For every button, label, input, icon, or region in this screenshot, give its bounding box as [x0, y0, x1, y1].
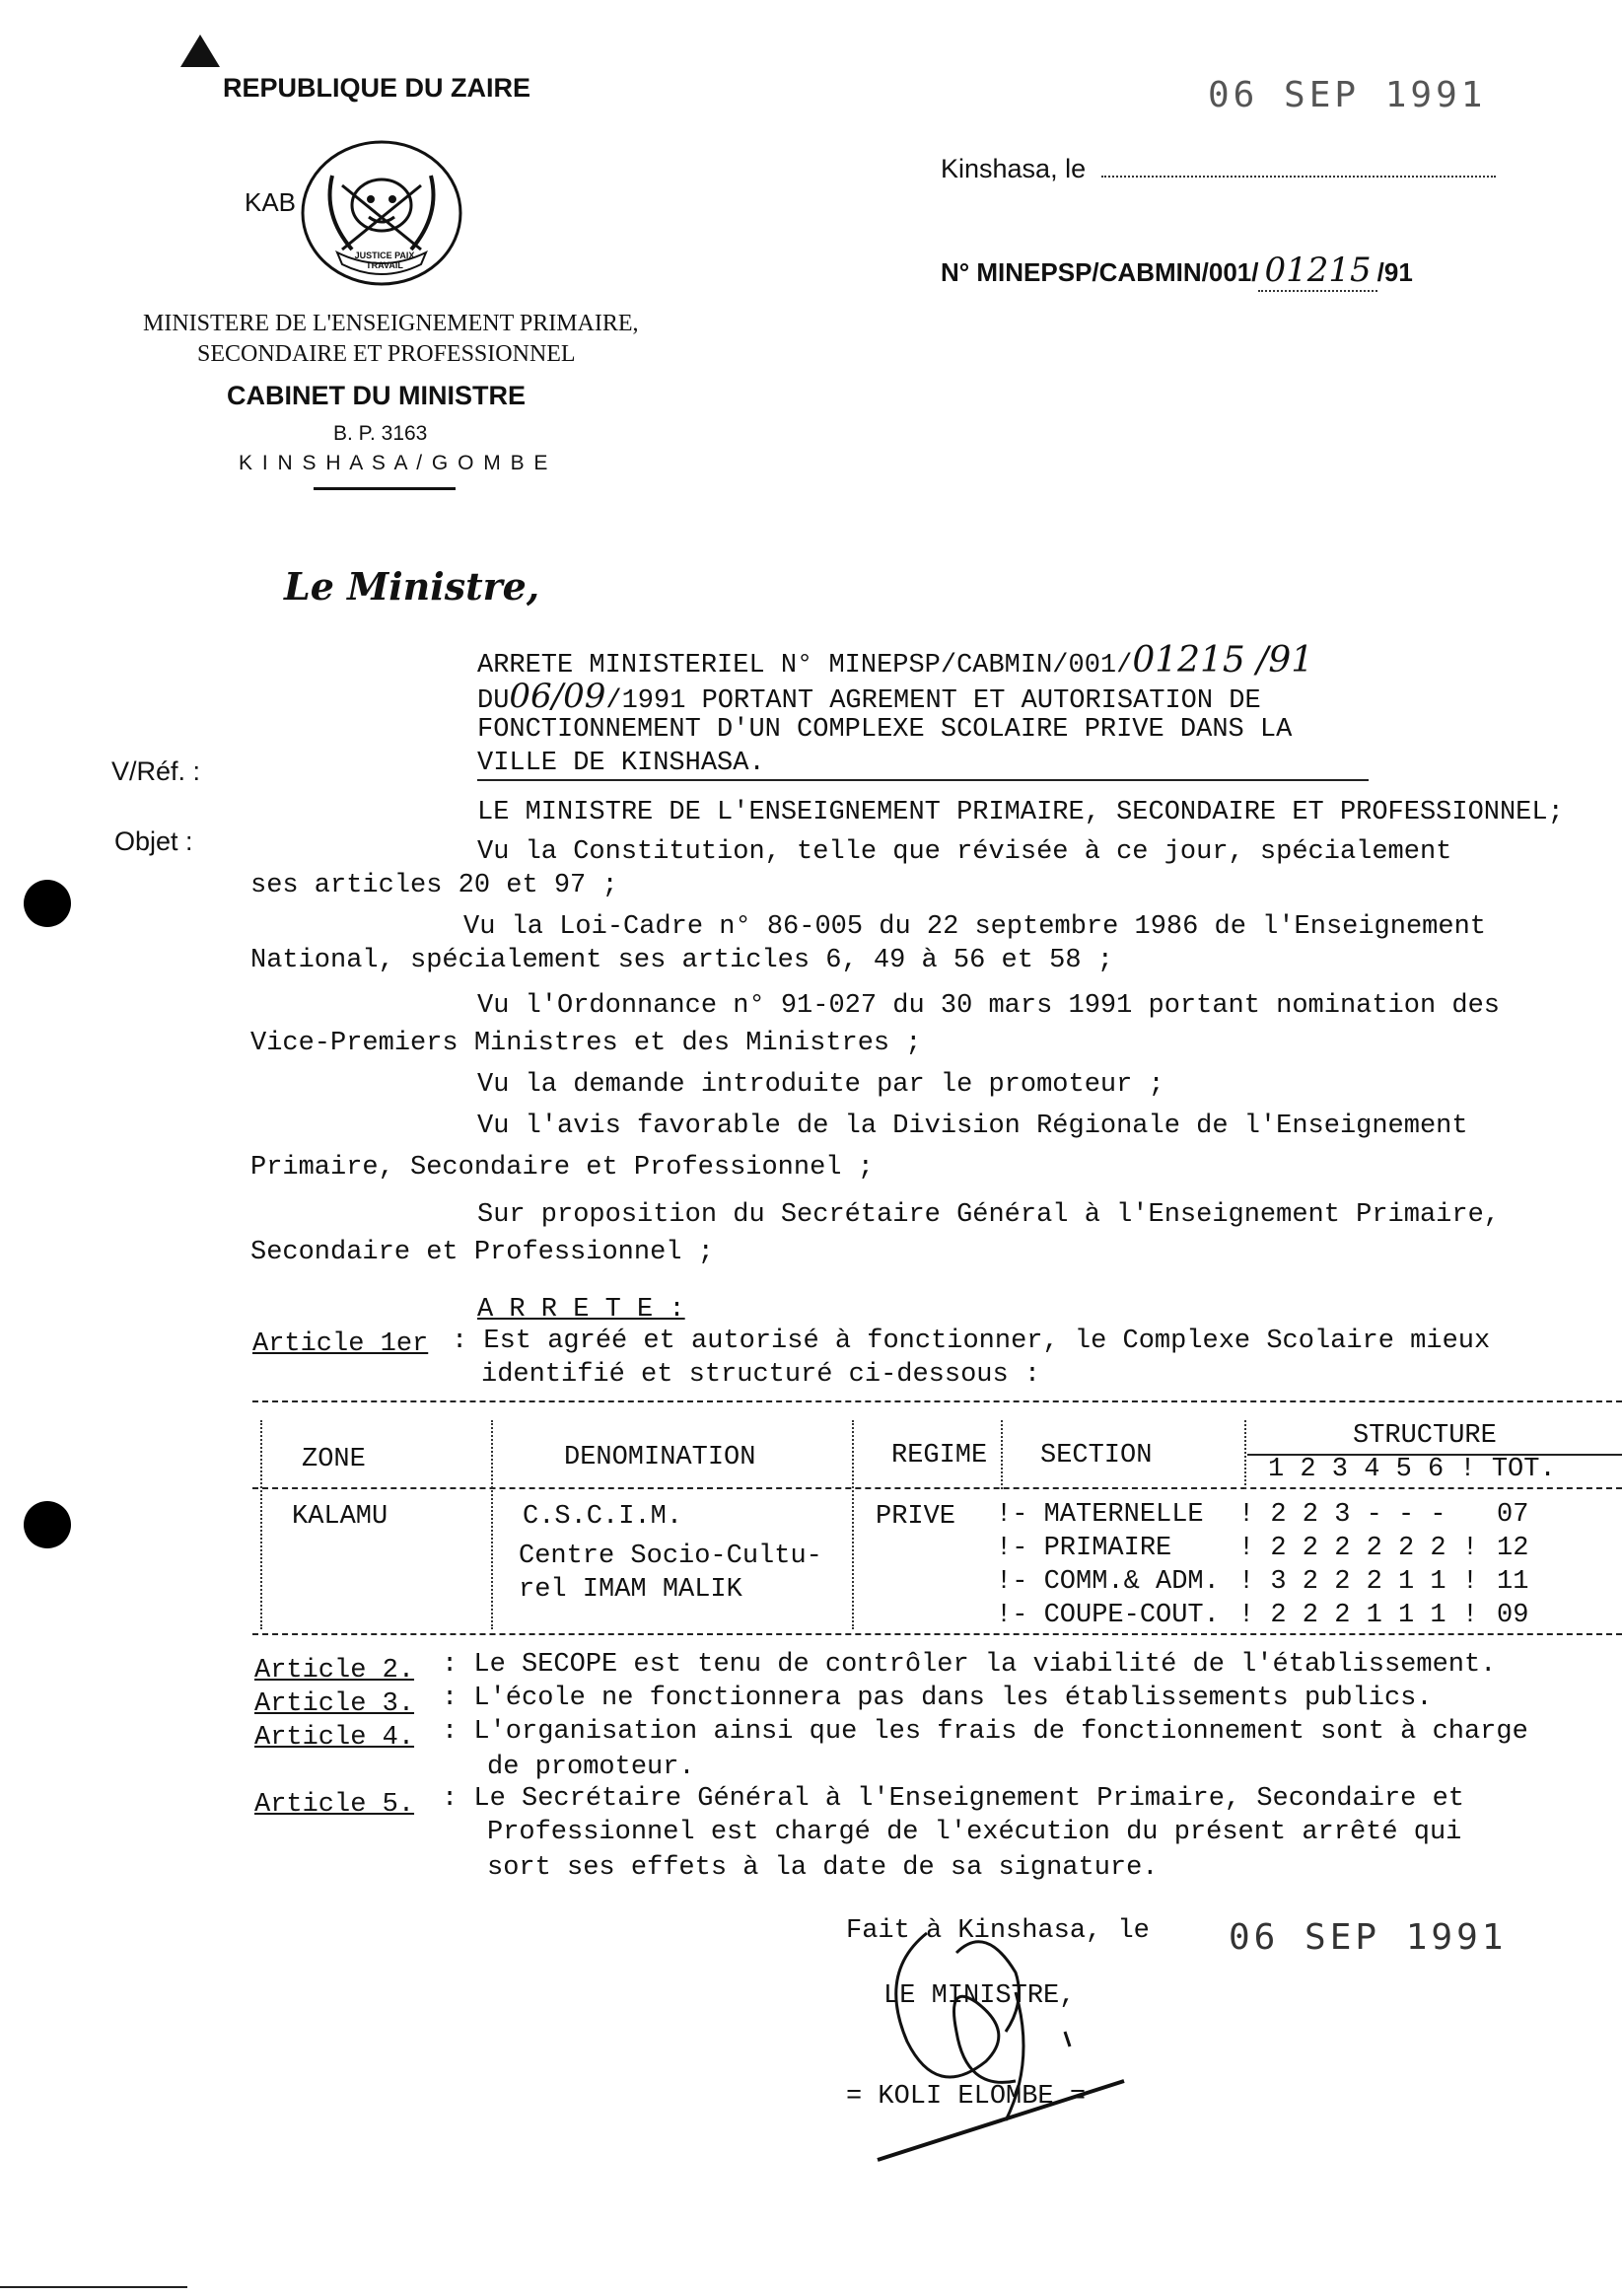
- table-header-bottom-border: [252, 1487, 1622, 1489]
- bottom-page-rule: [0, 2286, 187, 2288]
- objet-label: Objet :: [114, 826, 193, 856]
- date-stamp-top: 06 SEP 1991: [1208, 75, 1487, 115]
- article-5-text-a: : Le Secrétaire Général à l'Enseignement Primaire, Secondaire et: [442, 1784, 1464, 1814]
- table-row-structure-1: ! 2 2 3 - - -: [1238, 1500, 1446, 1530]
- seal-text-left: JUSTICE: [354, 251, 392, 260]
- col-separator-5: [1244, 1420, 1246, 1489]
- ministry-line-1: MINISTERE DE L'ENSEIGNEMENT PRIMAIRE,: [143, 311, 639, 336]
- table-denomination-line-3: rel IMAM MALIK: [519, 1575, 742, 1605]
- arrete-title-handwritten: 01215 /91: [1132, 640, 1314, 681]
- col-separator-2: [491, 1420, 493, 1629]
- arrete-date-handwritten: 06/09: [509, 677, 606, 716]
- seal-text-right: TRAVAIL: [366, 260, 403, 270]
- arrete-title-prefix: ARRETE MINISTERIEL N° MINEPSP/CABMIN/001/: [477, 651, 1133, 681]
- table-row-structure-3: ! 3 2 2 2 1 1 !: [1238, 1567, 1479, 1597]
- article-4-label: Article 4.: [254, 1723, 415, 1753]
- col-separator-3: [852, 1420, 854, 1629]
- table-row-section-2: !- PRIMAIRE: [996, 1534, 1172, 1563]
- punch-hole-2: [24, 1501, 71, 1548]
- table-header-structure: STRUCTURE: [1353, 1421, 1497, 1451]
- seal-motto: [335, 251, 434, 270]
- cabinet-title: CABINET DU MINISTRE: [227, 381, 526, 410]
- article-3-text: : L'école ne fonctionnera pas dans les établissements publics.: [442, 1684, 1433, 1713]
- article-5-text-b: Professionnel est chargé de l'exécution du présent arrêté qui: [487, 1818, 1462, 1847]
- sur-proposition-b: Secondaire et Professionnel ;: [250, 1238, 714, 1267]
- col-separator-1: [260, 1420, 262, 1629]
- kab-label: KAB: [245, 187, 297, 217]
- table-row-total-3: 11: [1497, 1567, 1529, 1597]
- table-top-border: [252, 1400, 1622, 1402]
- reference-handwritten: 01215: [1258, 251, 1376, 292]
- vu-ordonnance-b: Vice-Premiers Ministres et des Ministres ;: [250, 1029, 922, 1058]
- table-header-regime: REGIME: [891, 1441, 988, 1471]
- table-header-structure-cols: 1 2 3 4 5 6 ! TOT.: [1268, 1455, 1556, 1484]
- vu-demande: Vu la demande introduite par le promoteur ;: [477, 1070, 1164, 1100]
- date-dotted-line: [1101, 176, 1496, 178]
- table-row-section-1: !- MATERNELLE: [996, 1500, 1204, 1530]
- sur-proposition-a: Sur proposition du Secrétaire Général à l'Enseignement Primaire,: [477, 1200, 1500, 1230]
- salutation: Le Ministre,: [284, 564, 540, 609]
- reference-suffix: /91: [1376, 257, 1413, 287]
- republic-title: REPUBLIQUE DU ZAIRE: [223, 73, 531, 103]
- table-denomination-line-2: Centre Socio-Cultu-: [519, 1542, 822, 1571]
- arrete-title-line-3: FONCTIONNEMENT D'UN COMPLEXE SCOLAIRE PRIVE DANS LA: [477, 715, 1293, 745]
- article-5-label: Article 5.: [254, 1790, 415, 1820]
- article-1-label: Article 1er: [252, 1329, 429, 1359]
- reference-number: [941, 251, 1413, 290]
- signature-name: = KOLI ELOMBE =: [846, 2082, 1087, 2112]
- article-5-text-c: sort ses effets à la date de sa signature.: [487, 1853, 1159, 1883]
- ministry-line-2: SECONDAIRE ET PROFESSIONNEL: [197, 341, 576, 367]
- article-1-text-b: identifié et structuré ci-dessous :: [481, 1360, 1041, 1390]
- minister-line: LE MINISTRE DE L'ENSEIGNEMENT PRIMAIRE, SECONDAIRE ET PROFESSIONNEL;: [477, 798, 1564, 827]
- arrete-date-rest: /1991 PORTANT AGREMENT ET AUTORISATION DE: [605, 686, 1261, 716]
- coat-of-arms-seal: [298, 136, 465, 294]
- reference-prefix: N° MINEPSP/CABMIN/001/: [941, 257, 1259, 287]
- vref-label: V/Réf. :: [111, 756, 201, 786]
- arrete-heading: A R R E T E :: [477, 1295, 685, 1325]
- city-address: K I N S H A S A / G O M B E: [239, 452, 550, 474]
- article-3-label: Article 3.: [254, 1689, 415, 1719]
- vu-ordonnance-a: Vu l'Ordonnance n° 91-027 du 30 mars 1991 portant nomination des: [477, 991, 1500, 1021]
- article-2-label: Article 2.: [254, 1656, 415, 1686]
- table-regime-value: PRIVE: [876, 1502, 956, 1532]
- table-row-structure-4: ! 2 2 2 1 1 1 !: [1238, 1601, 1479, 1630]
- arrete-date-prefix: DU: [477, 686, 510, 716]
- article-1-text-a: : Est agréé et autorisé à fonctionner, le Complexe Scolaire mieux: [452, 1327, 1491, 1356]
- address-underline: [314, 487, 456, 490]
- seal-text-center: PAIX: [394, 251, 415, 260]
- article-2-text: : Le SECOPE est tenu de contrôler la viabilité de l'établissement.: [442, 1650, 1497, 1680]
- signature-title: LE MINISTRE,: [883, 1981, 1076, 2011]
- arrete-title-underline: [477, 779, 1369, 781]
- table-header-section: SECTION: [1040, 1441, 1153, 1471]
- table-row-total-1: 07: [1497, 1500, 1529, 1530]
- vu-loi-cadre-b: National, spécialement ses articles 6, 49 à 56 et 58 ;: [250, 946, 1113, 975]
- arrow-mark-icon: [176, 30, 225, 74]
- vu-avis-a: Vu l'avis favorable de la Division Régionale de l'Enseignement: [477, 1112, 1468, 1141]
- article-4-text-a: : L'organisation ainsi que les frais de fonctionnement sont à charge: [442, 1717, 1528, 1747]
- bp-address: B. P. 3163: [333, 422, 428, 445]
- table-row-total-4: 09: [1497, 1601, 1529, 1630]
- table-row-section-4: !- COUPE-COUT.: [996, 1601, 1220, 1630]
- table-header-denomination: DENOMINATION: [564, 1443, 756, 1472]
- date-stamp-signature: 06 SEP 1991: [1229, 1917, 1508, 1958]
- vu-constitution-a: Vu la Constitution, telle que révisée à ce jour, spécialement: [477, 837, 1452, 867]
- kinshasa-le-label: [941, 154, 1496, 184]
- kinshasa-le-text: Kinshasa, le: [941, 154, 1087, 183]
- table-zone-value: KALAMU: [292, 1502, 388, 1532]
- table-row-structure-2: ! 2 2 2 2 2 2 !: [1238, 1534, 1479, 1563]
- table-denomination-line-1: C.S.C.I.M.: [523, 1502, 683, 1532]
- table-header-zone: ZONE: [302, 1445, 366, 1474]
- col-separator-4: [1001, 1420, 1003, 1489]
- fait-a-kinshasa: Fait à Kinshasa, le: [846, 1916, 1150, 1946]
- table-bottom-border: [252, 1633, 1622, 1635]
- vu-avis-b: Primaire, Secondaire et Professionnel ;: [250, 1153, 874, 1183]
- table-row-section-3: !- COMM.& ADM.: [996, 1567, 1220, 1597]
- table-row-total-2: 12: [1497, 1534, 1529, 1563]
- vu-constitution-b: ses articles 20 et 97 ;: [250, 871, 618, 900]
- vu-loi-cadre-a: Vu la Loi-Cadre n° 86-005 du 22 septembre 1986 de l'Enseignement: [463, 912, 1486, 942]
- arrete-title-line-4: VILLE DE KINSHASA.: [477, 749, 765, 778]
- handwritten-signature: [868, 1913, 1164, 2175]
- article-4-text-b: de promoteur.: [487, 1753, 695, 1782]
- punch-hole-1: [24, 880, 71, 927]
